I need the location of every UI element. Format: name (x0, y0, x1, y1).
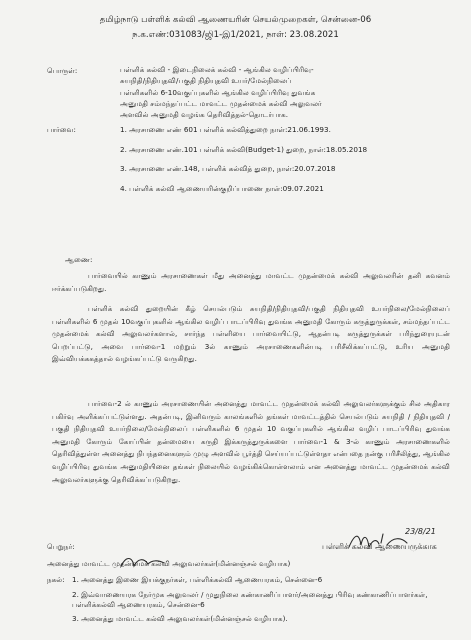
recipient-line: அனைத்து மாவட்ட முதன்மைக் கல்வி அலுவலர்கள்(மின்னஞ்சல் வழியாக) (47, 559, 291, 568)
order-title: ஆணை: (65, 255, 93, 264)
subject-line: பள்ளிக் கல்வி - இடைநிலைக் கல்வி - ஆங்கில வழிப்பிரிவு- (120, 65, 314, 74)
proceedings-title: தமிழ்நாடு பள்ளிக் கல்வி ஆணையரின் செயல்முறைகள், சென்னை-06 (99, 15, 372, 25)
signature-date: 23/8/21 (405, 527, 436, 536)
order-paragraph-1: பார்வையில் காணும் அரசாணைகள் மீது அனைத்து மாவட்ட முதன்மைக் கல்வி அலுவலரின் தனி கவனம் ஈர்க்கப்படுகிறது. (52, 271, 450, 293)
subject-line: அனுமதி சம்மந்தப்பட்ட மாவட்ட முதன்மைக் கல்வி அலுவலர் (120, 98, 322, 108)
copy-item: 1. அனைத்து இணை இயக்குநர்கள், பள்ளிக்கல்வி ஆணையரகம், சென்னை-6 (72, 575, 323, 584)
recipient-label: பெறுநர்: (47, 542, 75, 551)
reference-item: 4. பள்ளிக் கல்வி ஆணையரின்குறிப்பாணை நாள்:09.07.2021 (120, 183, 324, 193)
references-label: பார்வை: (47, 125, 76, 134)
reference-number-date: ந.க.எண்:031083/ஜி1-இ1/2021, நாள்: 23.08.2021 (132, 30, 339, 40)
order-paragraph-2: பள்ளிக் கல்வி துறையின் கீழ் செயல்படும் சுயநிதி/நிதியுதவி/பகுதி நிதியுதவி உயர்நிலை/மேல்நிலைப் பள்ளிகளில் 6 முதல் 10வகுப்புகளில் ஆங்கில வழிப் பாடப்பிரிவு துவங்க அனுமதி கோரும் கருத்துருக்கள், சம்மந்தப்பட்ட முதன்மைக் கல்வி அலுவலர்களால், சார்ந்த பள்ளியை பார்வையிட்டு, ஆதன்படி கருத்துருக்கள் பரிந்துரையுடன் பெறப்பட்டு, அவை பார்வை-1 மற்றும் 3ல் காணும் அரசாணைகளின்படி பரிசீலிக்கப்பட்டு, உரிய அனுமதி இவ்வியக்ககத்தால் வழங்கப்பட்டு வருகிறது. (52, 304, 450, 364)
reference-item: 3. அரசாணை எண்.148, பள்ளிக் கல்வித் துறை, நாள்:20.07.2018 (120, 164, 336, 174)
reference-item: 2. அரசாணை எண்.101 பள்ளிக் கல்வி(Budget-1) துறை, நாள்:18.05.2018 (120, 144, 368, 154)
references-list (120, 124, 450, 194)
subject-line: பள்ளிகளில் 6-10வகுப்புகளில் ஆங்கில வழிப்பிரிவு துவங்க (120, 87, 316, 97)
subject-label: பொருள்: (47, 66, 78, 75)
subject-line: சுயநிதி/நிதியுதவி/பகுதி நிதியுதவி உயர்/மேல்நிலைப் (120, 76, 292, 86)
copy-label: நகல்: (47, 575, 65, 584)
reference-item: 1. அரசாணை எண் 601 பள்ளிக் கல்வித்துறை நாள்:21.06.1993. (120, 125, 331, 134)
order-paragraph-3: பார்வை-2 ல் காணும் அரசாணையின் அனைத்து மாவட்ட முதன்மைக் கல்வி அலுவலர்களுக்கும் சில அதிகார பகிர்வு அளிக்கப்பட்டுள்ளது. அதன்படி, இனிவரும் காலங்களில் தங்கள் மாவட்டத்தில் செயல்படும் சுயநிதி / நிதியுதவி / பகுதி நிதியுதவி உயர்நிலை/மேல்நிலைப் பள்ளிகளில் 6 முதல் 10 வகுப்புகளில் ஆங்கில வழிப் பாடப்பிரிவு துவங்க அனுமதி கோரும் கோப்பின் தன்மையை கருதி இக்கருத்துருக்களை பார்வை-1 & 3-ல் காணும் அரசாணைகளில் தெரிவித்துள்ள அனைத்து நிபந்தனைகளும் முழு அளவில் பூர்த்தி செய்யப்பட்டுள்ளதா என்பதை நன்கு பரிசீலித்து, ஆங்கில வழிப்பிரிவு துவங்க அனுமதியினை தங்கள் நிலையில் வழங்கிக்கொள்ளலாம் என அனைத்து மாவட்ட முதன்மைக் கல்வி அலுவலர்களுக்கு தெரிவிக்கப்படுகிறது. (52, 399, 450, 484)
signatory-designation: பள்ளிக் கல்வி ஆணையருக்காக (322, 542, 437, 551)
copy-item: 3. அனைத்து மாவட்ட கல்வி அலுவலர்கள்(மின்னஞ்சல் வழியாக). (72, 614, 288, 623)
subject-text (120, 64, 450, 120)
copy-item: 2. இவ்வாணையரக நேர்முக அலுவலர் / முதுநிலை கண்காணிப்பாளர்/அனைத்து பிரிவு கண்காணிப்பாளர்கள், பள்ளிக்கல்வி ஆணையரகம், சென்னை-6 (72, 590, 428, 609)
subject-line: அளவில் அனுமதி வழங்க தெரிவித்தல்-தொடர்பாக. (120, 110, 289, 120)
